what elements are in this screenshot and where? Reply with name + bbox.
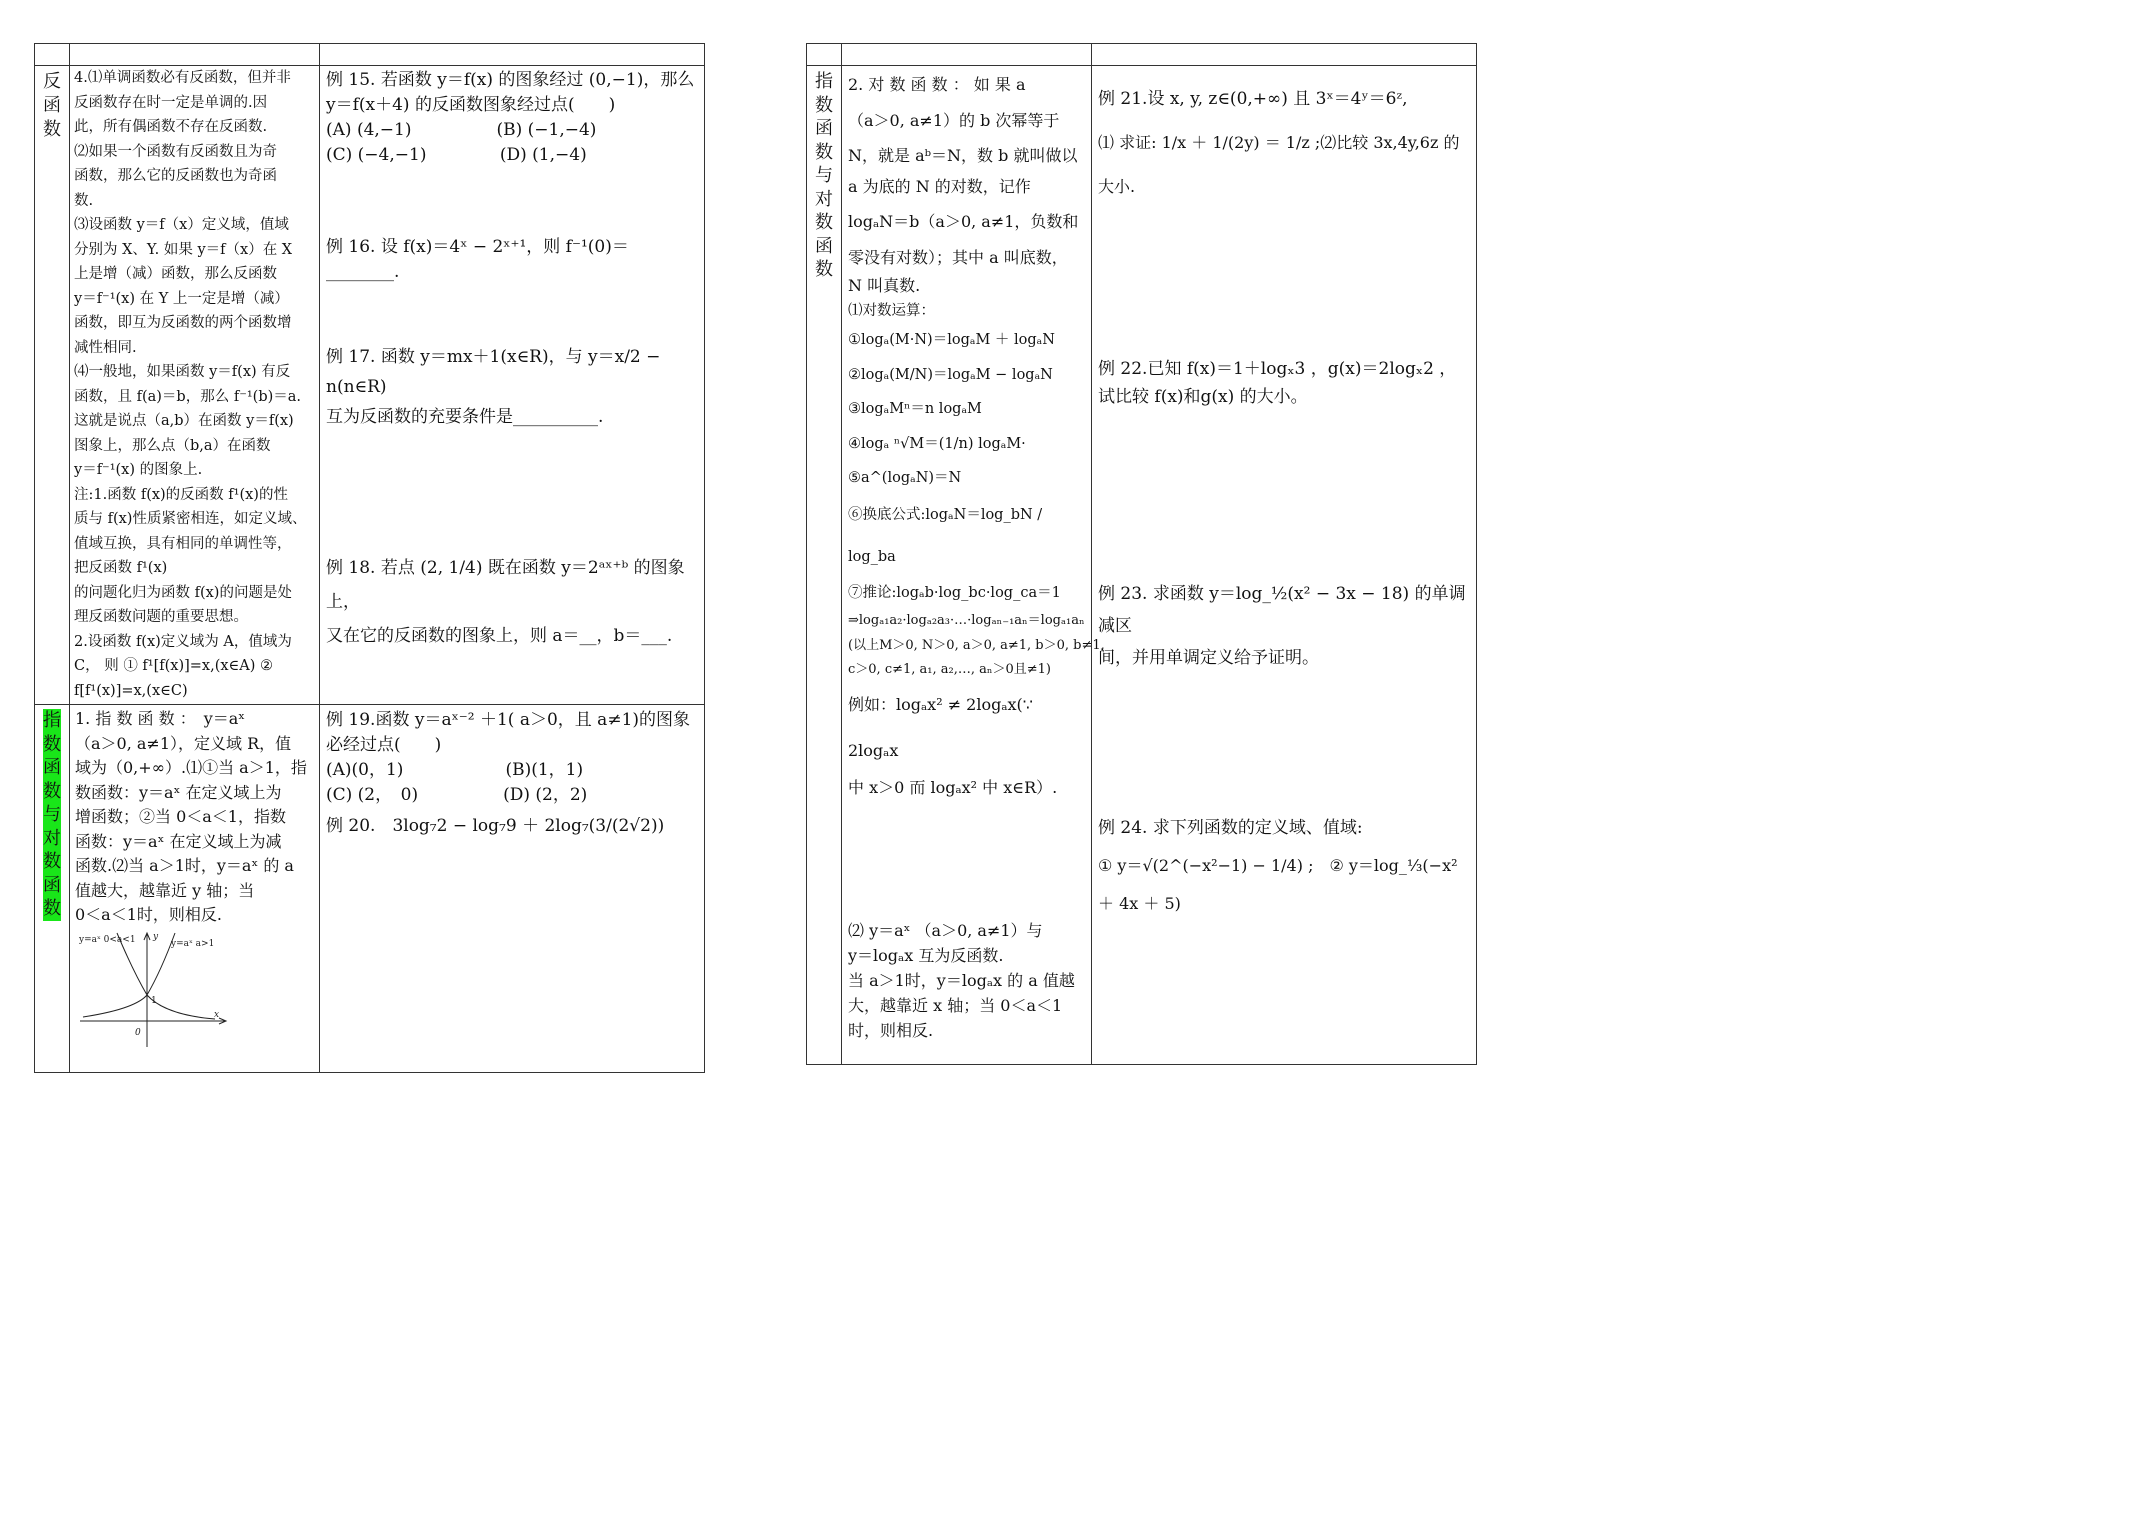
curve-a-gt-1 — [83, 933, 175, 1017]
y-axis-label: y — [153, 932, 159, 942]
inverse-function-notes: 4.⑴单调函数必有反函数，但并非 反函数存在时一定是单调的.因 此，所有偶函数不存在反函数. ⑵如果一个函数有反函数且为奇 函数，那么它的反函数也为奇函 数. ⑶设函数 y＝f（x）定义域，值域 分别为 X、Y. 如果 y＝f（x）在 X 上是增（减）函数，那么反函数 y＝f⁻¹(x) 在 Y 上一定是增（减） 函数，即互为反函数的两个函数增 减性相同. ⑷一般地，如果函数 y＝f(x) 有反 函数，且 f(a)＝b，那么 f⁻¹(b)＝a. 这就是说点（a,b）在函数 y＝f(x) 图象上，那么点（b,a）在函数 y＝f⁻¹(x) 的图象上. 注:1.函数 f(x)的反函数 f¹(x)的性 质与 f(x)性质紧密相连，如定义域、 值域互换，具有相同的单调性等， 把反函数 f¹(x) 的问题化归为函数 f(x)的问题是处 理反函数问题的重要思想。 2.设函数 f(x)定义域为 A，值域为 C， 则 ① f¹[f(x)]=x,(x∈A) ② f[f¹(x)]=x,(x∈C) — [74, 70, 307, 699]
exponential-graph — [75, 929, 275, 1049]
example-21: 例 21.设 x, y, z∈(0,+∞) 且 3ˣ＝4ʸ＝6ᶻ, ⑴ 求证: 1/x ＋ 1/(2y) ＝ 1/z ;⑵比较 3x,4y,6z 的大小. — [1098, 89, 1460, 196]
example-20: 例 20. 3log₇2 − log₇9 ＋ 2log₇(3/(2√2)) — [326, 816, 665, 836]
x-axis-label: x — [214, 1010, 220, 1020]
example-22: 例 22.已知 f(x)＝1＋logₓ3 ，g(x)＝2logₓ2 ， 试比较 f(x)和g(x) 的大小。 — [1098, 359, 1457, 407]
origin-label: 0 — [135, 1028, 141, 1038]
example-17: 例 17. 函数 y＝mx＋1(x∈R)，与 y＝x/2 − n(n∈R) 互为反函数的充要条件是__________. — [326, 347, 661, 427]
intercept-label: 1 — [151, 996, 157, 1006]
example-18: 例 18. 若点 (2, 1/4) 既在函数 y＝2ᵃˣ⁺ᵇ 的图象上， 又在它的反函数的图象上，则 a＝__，b＝___. — [326, 558, 685, 646]
label-curve-left: y=aˣ 0<a<1 — [79, 935, 136, 945]
heading-inverse-function: 反 函 数 — [43, 71, 61, 140]
heading-exp-log-function: 指 数 函 数 与 对 数 函 数 — [43, 710, 61, 919]
exp-function-notes: 1. 指 数 函 数 ： y＝aˣ （a＞0, a≠1），定义域 R，值 域为（0,+∞）.⑴①当 a＞1，指 数函数：y＝aˣ 在定义域上为 增函数；②当 0＜a＜1，指数 函数：y＝aˣ 在定义域上为减 函数.⑵当 a＞1时，y＝aˣ 的 a 值越大，越靠近 y 轴；当 0＜a＜1时，则相反. — [75, 709, 307, 924]
log-function-notes-2: ⑵ y＝aˣ （a＞0, a≠1）与 y＝logₐx 互为反函数. 当 a＞1时，y＝logₐx 的 a 值越 大，越靠近 x 轴；当 0＜a＜1 时，则相反. — [848, 921, 1075, 1040]
left-table — [34, 43, 705, 1073]
example-24: 例 24. 求下列函数的定义域、值域: ① y＝√(2^(−x²−1) − 1/4) ; ② y＝log_⅓(−x² ＋ 4x ＋ 5) — [1098, 818, 1458, 913]
example-16: 例 16. 设 f(x)＝4ˣ − 2ˣ⁺¹，则 f⁻¹(0)＝________. — [326, 237, 629, 282]
example-19: 例 19.函数 y＝aˣ⁻² ＋1( a＞0，且 a≠1)的图象 必经过点( ) (A)(0，1) (B)(1，1) (C) (2， 0) (D) (2，2) — [326, 710, 691, 805]
label-curve-right: y=aˣ a>1 — [171, 939, 215, 949]
example-23: 例 23. 求函数 y＝log_½(x² − 3x − 18) 的单调减区 间，并用单调定义给予证明。 — [1098, 584, 1466, 668]
heading-exp-log-function-right: 指 数 函 数 与 对 数 函 数 — [815, 71, 833, 280]
log-function-notes: 2. 对 数 函 数 ： 如 果 a （a＞0, a≠1）的 b 次幂等于 N，就是 aᵇ＝N，数 b 就叫做以 a 为底的 N 的对数，记作 logₐN＝b（a＞0, a≠1，负数和 零没有对数）；其中 a 叫底数， N 叫真数. ⑴对数运算： ①logₐ(M·N)＝logₐM ＋ logₐN ②logₐ(M/N)＝logₐM − logₐN ③logₐMⁿ＝n logₐM ④logₐ ⁿ√M＝(1/n) logₐM· ⑤a^(logₐN)＝N ⑥换底公式:logₐN＝log_bN / log_ba ⑦推论:logₐb·log_bc·log_ca＝1 ⇒logₐ₁a₂·logₐ₂a₃·…·logₐₙ₋₁aₙ＝logₐ₁aₙ (以上M＞0, N＞0, a＞0, a≠1, b＞0, b≠1, c＞0, c≠1, a₁, a₂,…, aₙ＞0且≠1) 例如：logₐx² ≠ 2logₐx(∵ 2logₐx 中 x＞0 而 logₐx² 中 x∈R）. — [848, 75, 1105, 797]
example-15: 例 15. 若函数 y＝f(x) 的图象经过 (0,−1)，那么 y＝f(x＋4) 的反函数图象经过点( ) (A) (4,−1) (B) (−1,−4) (C) (−4,−1) (D) (1,−4) — [326, 70, 695, 165]
right-table — [806, 43, 1477, 1065]
